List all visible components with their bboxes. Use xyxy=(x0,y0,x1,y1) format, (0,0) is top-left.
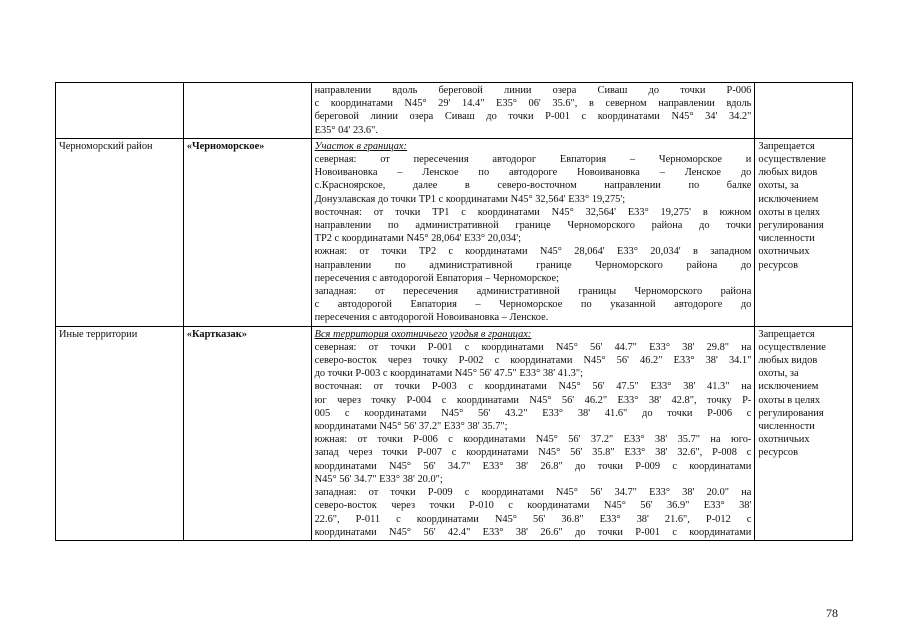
hunting-ground-name-cell: «Черноморское» xyxy=(183,138,311,326)
boundary-text-line: северная: от пересечения автодорог Евпатория – Черноморское и xyxy=(314,154,752,166)
district-cell: Иные территории xyxy=(56,326,184,540)
restriction-text-line: охоты, за xyxy=(758,180,799,192)
page-number: 78 xyxy=(826,606,838,620)
boundary-heading: Вся территория охотничьего угодья в границах: xyxy=(314,328,532,340)
boundary-text-line: пересечения с автодорогой Новоивановка – Ленское. xyxy=(314,312,549,324)
restriction-text-line: осуществление xyxy=(758,154,826,166)
boundary-text-line: северо-восток через точки Р-010 с координатами N45° 56' 36.9" E33° 38' xyxy=(314,500,752,512)
boundary-text-line: западная: от точки Р-009 с координатами N45° 56' 34.7" E33° 38' 20.0" на xyxy=(314,487,752,499)
boundary-text-line: с.Красноярское, далее в северо-восточном направлении по балке xyxy=(314,180,752,192)
boundary-text-line: Новоивановка – Ленское по автодороге Новоивановка – Ленское до xyxy=(314,167,752,179)
boundary-text-line: направлении по административной границе Черноморского района до точки xyxy=(314,220,752,232)
boundary-text-line: западная: от пересечения административной границы Черноморского района xyxy=(314,286,752,298)
boundary-text-line: северо-восток через точку Р-002 с координатами N45° 56' 46.2" E33° 38' 34.1" xyxy=(314,355,752,367)
boundary-description-cell xyxy=(311,83,755,139)
restriction-text-line: регулирования xyxy=(758,407,824,419)
restriction-cell xyxy=(755,83,853,139)
restriction-text-line: Запрещается xyxy=(758,328,815,340)
boundary-text-line: координатами N45° 56' 37.2" E33° 38' 35.7"; xyxy=(314,421,508,433)
boundary-description-cell xyxy=(311,138,755,326)
restriction-text-line: Запрещается xyxy=(758,140,815,152)
boundary-text-line: пересечения с автодорогой Евпатория – Черноморское; xyxy=(314,272,559,284)
boundary-heading: Участок в границах: xyxy=(314,140,407,152)
restriction-text-line: численности xyxy=(758,421,815,433)
boundary-description-cell xyxy=(311,326,755,540)
restriction-text-line: ресурсов xyxy=(758,447,799,459)
restriction-text-line: охоты в целях xyxy=(758,206,821,218)
boundary-text-line: направлении вдоль береговой линии озера Сиваш до точки Р-006 xyxy=(314,85,752,96)
restriction-text-line: осуществление xyxy=(758,341,826,353)
restriction-text-line: регулирования xyxy=(758,220,824,232)
table-body xyxy=(56,83,853,541)
boundary-text-line: 22.6", Р-011 с координатами N45° 56' 36.8" E33° 38' 21.6", Р-012 с xyxy=(314,513,752,525)
restriction-text-line: исключением xyxy=(758,193,819,205)
restriction-text-line: охоты, за xyxy=(758,368,799,380)
hunting-grounds-table xyxy=(55,82,853,541)
boundary-text-line: восточная: от точки ТР1 с координатами N45° 32,564' E33° 19,275' в южном xyxy=(314,206,752,218)
boundary-text-line: с координатами N45° 29' 14.4" E35° 06' 35.6", в северном направлении вдоль xyxy=(314,98,752,110)
boundary-text-line: южная: от точки ТР2 с координатами N45° 28,064' E33° 20,034' в западном xyxy=(314,246,752,258)
restriction-text-line: охотничьих xyxy=(758,246,810,258)
boundary-text-line: координатами N45° 56' 42.4" E33° 38' 26.6" до точки Р-001 с координатами xyxy=(314,526,752,538)
boundary-text-line: до точки Р-003 с координатами N45° 56' 47.5" E33° 38' 41.3"; xyxy=(314,368,583,380)
restriction-text-line: ресурсов xyxy=(758,259,799,271)
boundary-text-line: E35° 04' 23.6". xyxy=(314,124,378,136)
district-cell xyxy=(56,83,184,139)
table-row xyxy=(56,326,853,540)
boundary-text-line: координатами N45° 56' 34.7" E33° 38' 26.8" до точки Р-009 с координатами xyxy=(314,460,752,472)
boundary-text-line: направлении по административной границе Черноморского района до xyxy=(314,259,752,271)
restriction-text-line: любых видов xyxy=(758,355,818,367)
restriction-text-line: охоты в целях xyxy=(758,394,821,406)
table-row xyxy=(56,138,853,326)
boundary-text-line: N45° 56' 34.7" E33° 38' 20.0"; xyxy=(314,473,443,485)
district-cell: Черноморский район xyxy=(56,138,184,326)
boundary-text-line: с автодорогой Евпатория – Черноморское по указанной автодороге до xyxy=(314,299,752,311)
restriction-text-line: любых видов xyxy=(758,167,818,179)
boundary-text-line: северная: от точки Р-001 с координатами N45° 56' 44.7" E33° 38' 29.8" на xyxy=(314,341,752,353)
hunting-ground-name-cell xyxy=(183,83,311,139)
table-row xyxy=(56,83,853,139)
boundary-text-line: ТР2 с координатами N45° 28,064' E33° 20,034'; xyxy=(314,233,521,245)
boundary-text-line: 005 с координатами N45° 56' 43.2" E33° 38' 41.6" до точки Р-006 с xyxy=(314,407,752,419)
boundary-text-line: Донузлавская до точки ТР1 с координатами N45° 32,564' E33° 19,275'; xyxy=(314,193,626,205)
restriction-text-line: исключением xyxy=(758,381,819,393)
boundary-text-line: южная: от точки Р-006 с координатами N45° 56' 37.2" E33° 38' 35.7" на юго- xyxy=(314,434,752,446)
restriction-cell xyxy=(755,138,853,326)
boundary-text-line: юг через точку Р-004 с координатами N45° 56' 46.2" E33° 38' 42.8", точку Р- xyxy=(314,394,752,406)
restriction-text-line: охотничьих xyxy=(758,434,810,446)
boundary-text-line: восточная: от точки Р-003 с координатами N45° 56' 47.5" E33° 38' 41.3" на xyxy=(314,381,752,393)
hunting-ground-name-cell: «Картказак» xyxy=(183,326,311,540)
restriction-text-line: численности xyxy=(758,233,815,245)
boundary-text-line: береговой линии озера Сиваш до точки Р-001 с координатами N45° 34' 34.2" xyxy=(314,111,752,123)
restriction-cell xyxy=(755,326,853,540)
boundary-text-line: запад через точки Р-007 с координатами N45° 56' 35.8" E33° 38' 32.6", Р-008 с xyxy=(314,447,752,459)
